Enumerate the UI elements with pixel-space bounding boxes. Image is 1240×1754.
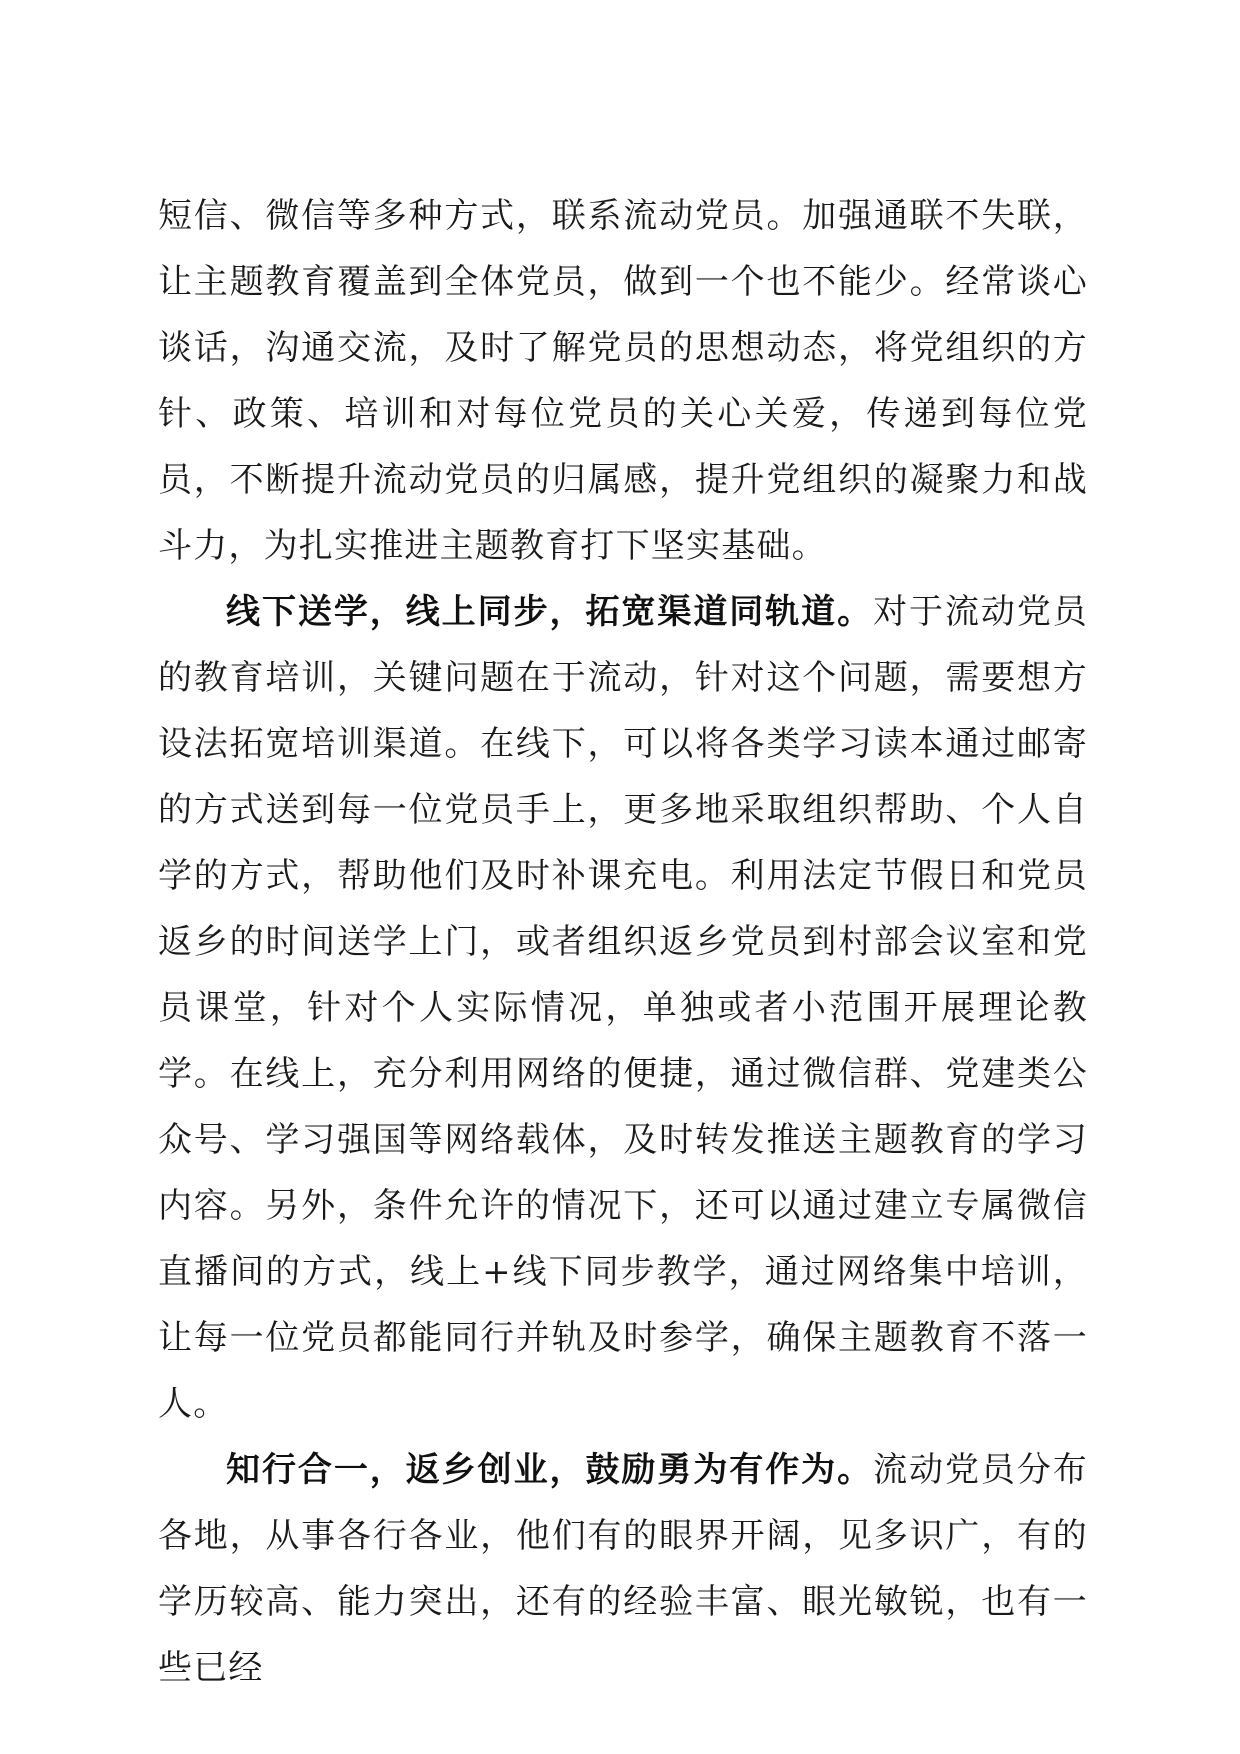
paragraph-3-heading: 知行合一，返乡创业，鼓励勇为有作为。: [226, 1450, 874, 1490]
paragraph-3-body: 流动党员分布各地，从事各行各业，他们有的眼界开阔，见多识广，有的学历较高、能力突出，还有的经验丰富、眼光敏锐，也有一些已经: [158, 1450, 1088, 1688]
document-body: [158, 183, 1088, 1701]
paragraph-2: [158, 579, 1088, 1437]
paragraph-2-heading: 线下送学，线上同步，拓宽渠道同轨道。: [226, 592, 874, 632]
paragraph-1-body: 短信、微信等多种方式，联系流动党员。加强通联不失联，让主题教育覆盖到全体党员，做到一个也不能少。经常谈心谈话，沟通交流，及时了解党员的思想动态，将党组织的方针、政策、培训和对每位党员的关心关爱，传递到每位党员，不断提升流动党员的归属感，提升党组织的凝聚力和战斗力，为扎实推进主题教育打下坚实基础。: [158, 196, 1088, 566]
paragraph-1: [158, 183, 1088, 579]
paragraph-2-body: 对于流动党员的教育培训，关键问题在于流动，针对这个问题，需要想方设法拓宽培训渠道。在线下，可以将各类学习读本通过邮寄的方式送到每一位党员手上，更多地采取组织帮助、个人自学的方式，帮助他们及时补课充电。利用法定节假日和党员返乡的时间送学上门，或者组织返乡党员到村部会议室和党员课堂，针对个人实际情况，单独或者小范围开展理论教学。在线上，充分利用网络的便捷，通过微信群、党建类公众号、学习强国等网络载体，及时转发推送主题教育的学习内容。另外，条件允许的情况下，还可以通过建立专属微信直播间的方式，线上+线下同步教学，通过网络集中培训，让每一位党员都能同行并轨及时参学，确保主题教育不落一人。: [158, 592, 1088, 1424]
paragraph-3: [158, 1437, 1088, 1701]
